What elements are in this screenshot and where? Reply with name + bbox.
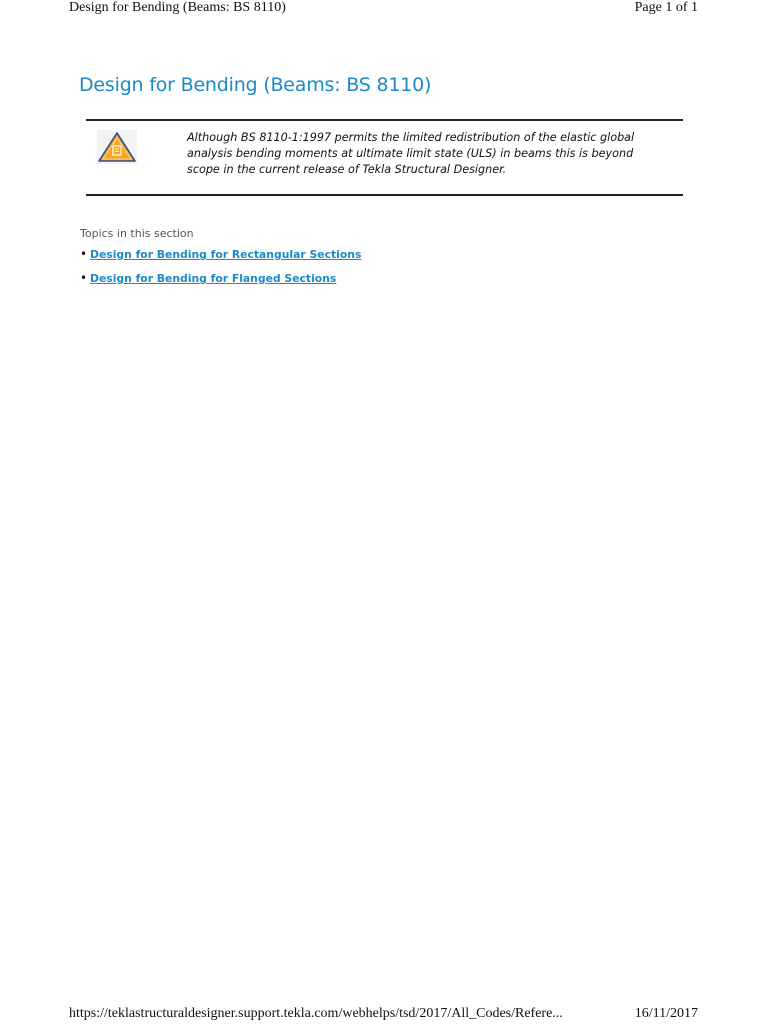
note-text: Although BS 8110-1:1997 permits the limited redistribution of the elastic global analysis bending moments at ultimate limit state (ULS) in beams this is beyond scope in the current release of Tekla Structural Designer. [187,131,635,176]
warning-icon [97,130,137,164]
print-footer [69,1006,698,1022]
note-box [86,119,683,196]
topic-link-rectangular-sections[interactable]: Design for Bending for Rectangular Sections [90,248,362,261]
topics-heading: Topics in this section [80,227,194,240]
print-header-title: Design for Bending (Beams: BS 8110) [69,0,286,15]
bullet-icon: • [80,271,88,285]
print-header [69,0,698,16]
page-title: Design for Bending (Beams: BS 8110) [79,74,432,96]
footer-url: https://teklastructuraldesigner.support.tekla.com/webhelps/tsd/2017/All_Codes/Refere... [69,1006,563,1021]
topics-list [80,246,361,294]
bullet-icon: • [80,247,88,261]
page-number: Page 1 of 1 [634,0,698,15]
list-item [80,246,361,270]
list-item [80,270,361,294]
topic-link-flanged-sections[interactable]: Design for Bending for Flanged Sections [90,272,337,285]
footer-date: 16/11/2017 [634,1006,698,1021]
